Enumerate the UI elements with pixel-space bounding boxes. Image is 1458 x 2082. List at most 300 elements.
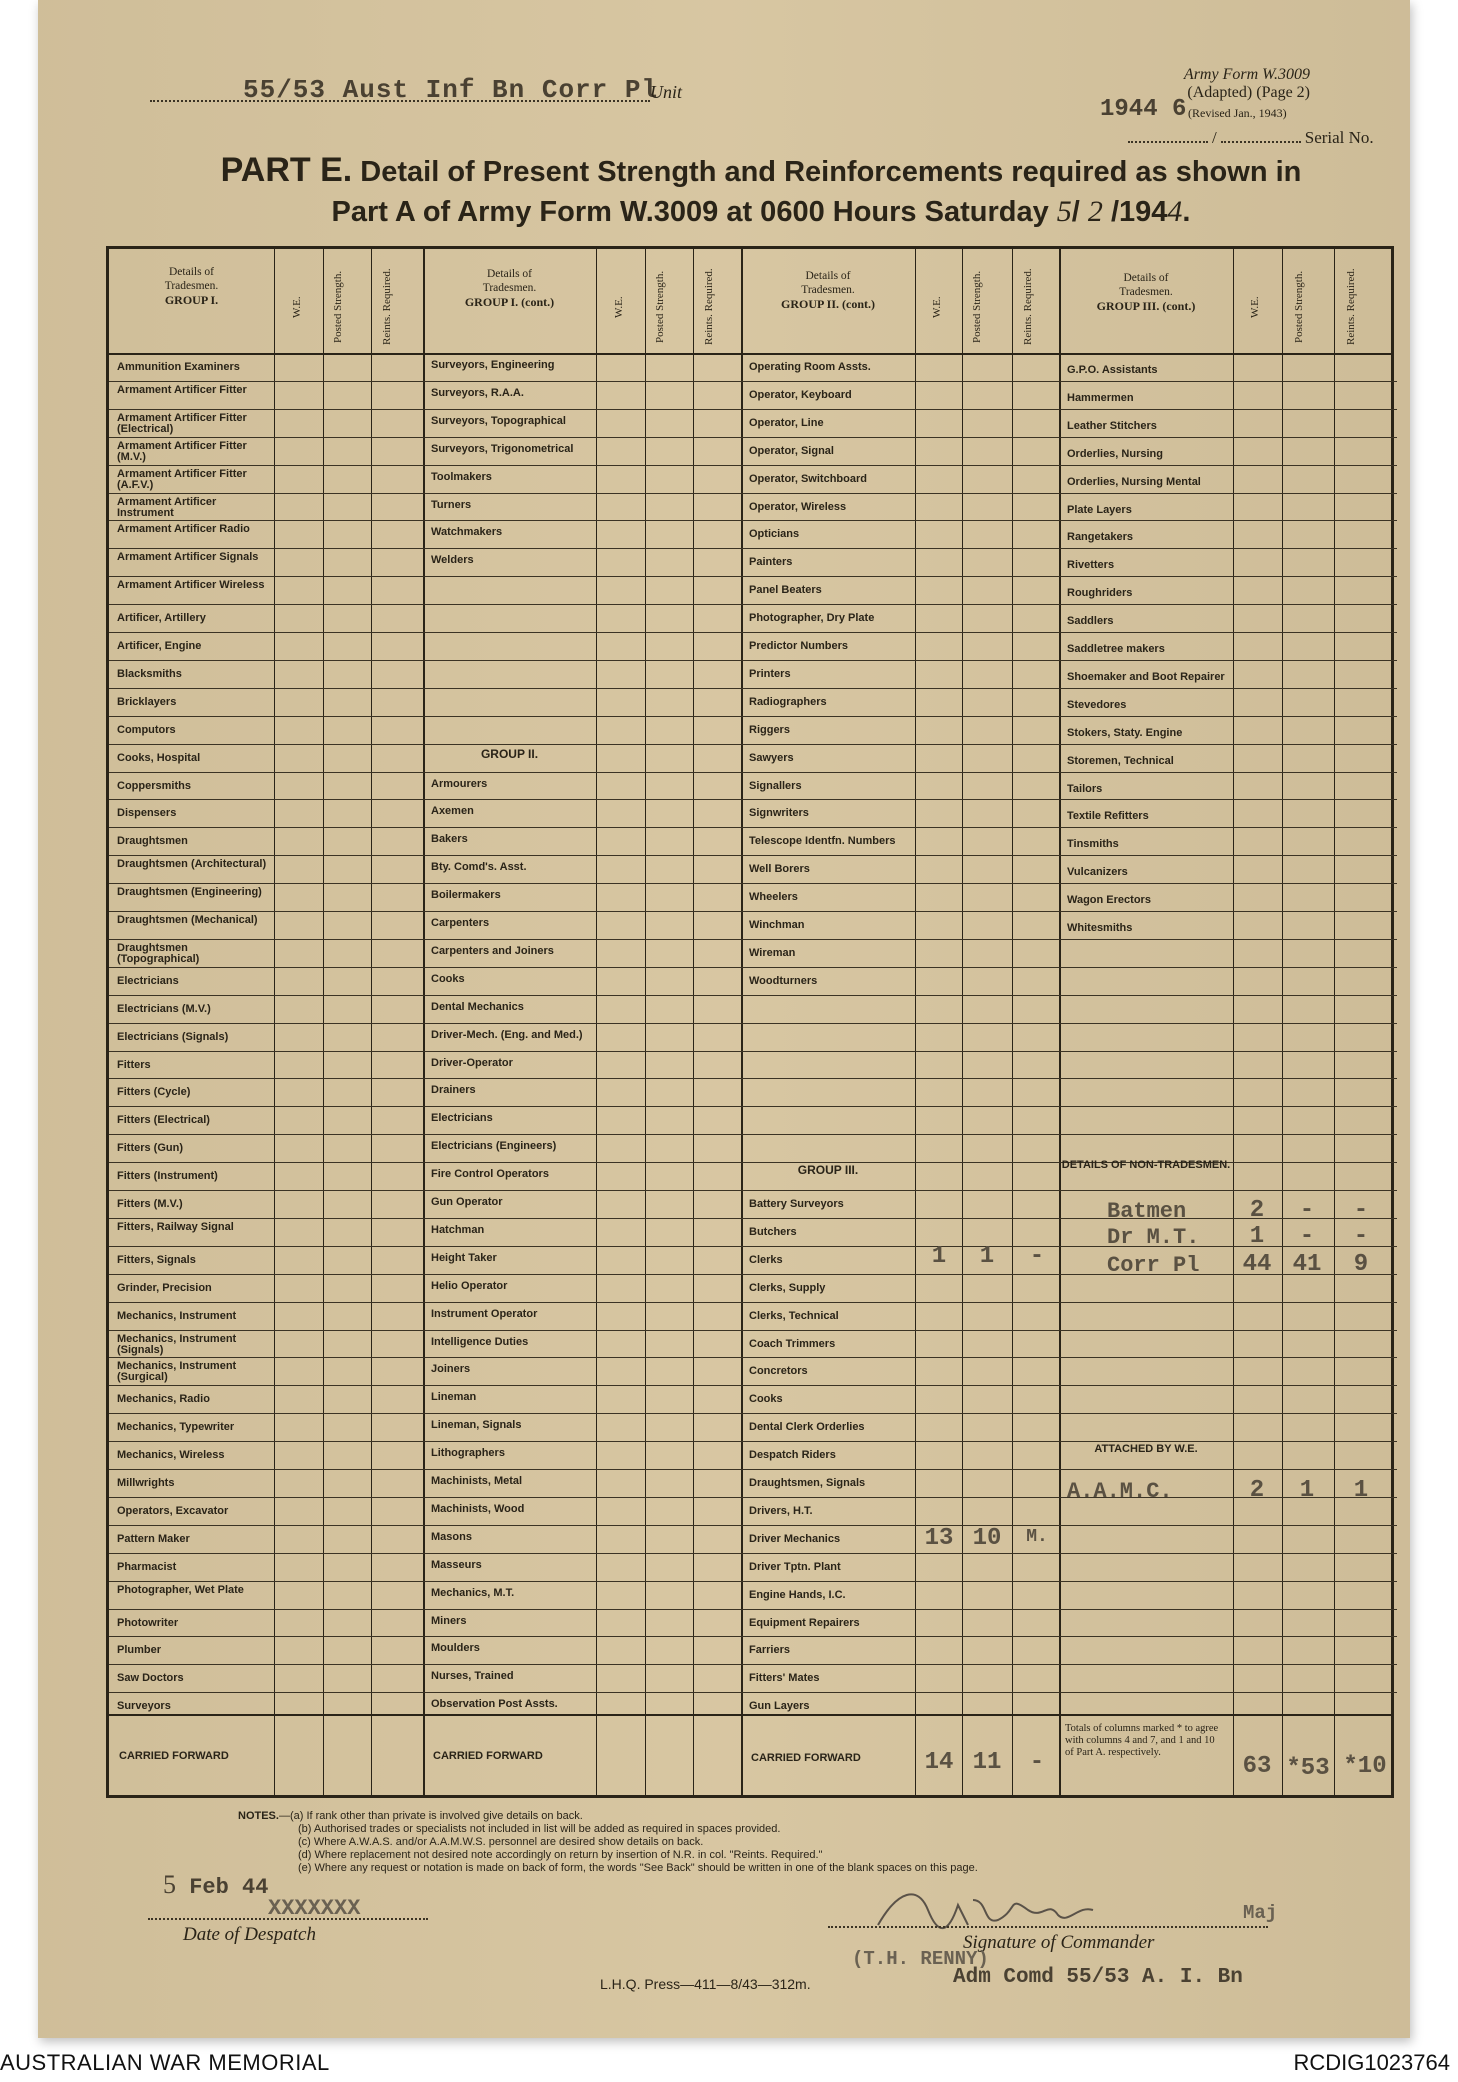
row-line [109, 995, 423, 996]
press-imprint: L.H.Q. Press—411—8/43—312m. [600, 1976, 811, 1992]
title-date-sep1: / [1071, 196, 1080, 228]
trade-row: Fire Control Operators [431, 1168, 549, 1181]
row-line [423, 604, 741, 605]
row-line [109, 465, 423, 466]
row-line [109, 1134, 423, 1135]
trade-row: Hammermen [1067, 391, 1134, 404]
row-line [109, 1023, 423, 1024]
row-line [109, 967, 423, 968]
date-label: Date of Despatch [183, 1924, 316, 1945]
row-line [423, 883, 741, 884]
row-line [109, 1385, 423, 1386]
row-line [741, 604, 1059, 605]
trade-row: Fitters (Electrical) [117, 1114, 210, 1127]
header-reints: Reints. Required. [381, 268, 393, 346]
row-line [1059, 632, 1397, 633]
trade-row: Draughtsmen, Signals [749, 1477, 866, 1489]
row-line [109, 1525, 423, 1526]
trade-row: Ammunition Examiners [117, 361, 240, 373]
trade-row: Equipment Repairers [749, 1616, 860, 1629]
row-line [109, 855, 423, 856]
trade-row: Clerks, Technical [749, 1309, 839, 1322]
date-line [148, 1918, 428, 1920]
title-line1: Detail of Present Strength and Reinforcements required as shown in [360, 156, 1302, 188]
carried-forward-label: CARRIED FORWARD [433, 1750, 543, 1762]
row-line [1059, 911, 1397, 912]
row-line [423, 1023, 741, 1024]
row-line [423, 548, 741, 549]
row-line [741, 1051, 1059, 1052]
nt-row-reints: - [1353, 1223, 1369, 1250]
trade-row: Radiographers [749, 695, 827, 708]
row-line [109, 548, 423, 549]
row-line [741, 1190, 1059, 1191]
despatch-date [163, 1870, 268, 1900]
trade-row: Hatchman [431, 1223, 485, 1236]
row-line [423, 437, 741, 438]
row-line [423, 967, 741, 968]
row-line [109, 632, 423, 633]
row-line [741, 1692, 1059, 1693]
row-line [109, 381, 423, 382]
row-line [1059, 1636, 1397, 1637]
trade-row: Boilermakers [431, 889, 501, 902]
header-group3-cont [1059, 271, 1233, 313]
row-line [109, 1413, 423, 1414]
header-group1-cont [423, 267, 596, 309]
trade-row: Lineman [431, 1391, 477, 1404]
trade-row: Fitters, Railway Signal [117, 1220, 234, 1233]
row-line [1059, 1385, 1397, 1386]
trade-row: Mechanics, Typewriter [117, 1421, 235, 1434]
row-line [423, 1664, 741, 1665]
row-line [423, 744, 741, 745]
row-line [741, 1385, 1059, 1386]
trade-row: Wagon Erectors [1067, 894, 1151, 907]
row-line [109, 1357, 423, 1358]
row-line [1059, 1106, 1397, 1107]
trade-row: Panel Beaters [749, 584, 822, 597]
total-we: 63 [1242, 1753, 1272, 1780]
row-line [1059, 1051, 1397, 1052]
row-line [423, 576, 741, 577]
trade-row: Rangetakers [1067, 531, 1134, 544]
despatch-date-text: Feb 44 [189, 1875, 269, 1900]
trade-row: Mechanics, Radio [117, 1393, 210, 1406]
trade-row: Whitesmiths [1067, 922, 1133, 934]
row-line [1059, 772, 1397, 773]
trade-row: Mechanics, Instrument (Surgical) [117, 1360, 237, 1384]
row-line [1059, 409, 1397, 410]
trade-row: Armament Artificer Signals [117, 551, 259, 564]
trade-row: Sawyers [749, 751, 794, 764]
header-divider [109, 353, 1391, 355]
trade-row: Armament Artificer Fitter (M.V.) [117, 439, 247, 463]
row-line [109, 1162, 423, 1163]
trade-row: Driver Tptn. Plant [749, 1560, 841, 1573]
row-line [741, 1581, 1059, 1582]
attached-row-we: 2 [1249, 1477, 1265, 1504]
trade-row: Concretors [749, 1365, 808, 1378]
row-line [1059, 855, 1397, 856]
trade-row: Carpenters and Joiners [431, 944, 554, 957]
trade-row: Roughriders [1067, 587, 1133, 600]
row-line [741, 576, 1059, 577]
nt-row-we: 44 [1242, 1251, 1272, 1278]
trade-row: Shoemaker and Boot Repairer [1067, 670, 1225, 683]
row-line [1059, 1330, 1397, 1331]
row-line [741, 1636, 1059, 1637]
row-line [1059, 604, 1397, 605]
row-line [1059, 799, 1397, 800]
row-line [423, 1162, 741, 1163]
trade-row: Coppersmiths [117, 779, 191, 792]
row-line [741, 772, 1059, 773]
header-group2-cont [741, 269, 915, 311]
row-line [741, 1274, 1059, 1275]
row-line [109, 772, 423, 773]
row-line [741, 548, 1059, 549]
trade-row: Joiners [431, 1363, 471, 1376]
header-we: W.E. [931, 296, 943, 318]
trade-row: Instrument Operator [431, 1307, 538, 1320]
row-line [109, 827, 423, 828]
row-line [1059, 883, 1397, 884]
trade-row: Battery Surveyors [749, 1198, 844, 1210]
row-line [423, 520, 741, 521]
trade-row: Orderlies, Nursing Mental [1067, 475, 1201, 488]
serial-slash: / [1212, 128, 1217, 147]
trade-row: Welders [431, 554, 474, 567]
trade-row: Stevedores [1067, 698, 1127, 711]
cf-reints: - [1029, 1749, 1045, 1776]
trade-row: Draughtsmen [117, 835, 188, 848]
trade-row: Watchmakers [431, 526, 503, 539]
row-line [423, 827, 741, 828]
row-line [109, 660, 423, 661]
trade-row: Blacksmiths [117, 667, 182, 680]
driver-mechanics-posted: 10 [972, 1525, 1002, 1552]
year-stamp: 1944 6 [1100, 96, 1187, 123]
serial-number [1124, 128, 1374, 148]
form-name: Army Form W.3009 [1183, 66, 1310, 83]
row-line [423, 632, 741, 633]
cf-we: 14 [924, 1749, 954, 1776]
row-line [741, 1441, 1059, 1442]
row-line [1059, 548, 1397, 549]
trade-row: Driver-Mech. (Eng. and Med.) [431, 1028, 583, 1041]
attached-row-name: A.A.M.C. [1067, 1479, 1173, 1504]
trade-row: Helio Operator [431, 1279, 508, 1292]
trade-row: Pharmacist [117, 1560, 177, 1573]
trade-row: Intelligence Duties [431, 1335, 529, 1348]
row-line [423, 855, 741, 856]
nt-row-reints: 9 [1353, 1251, 1369, 1278]
row-line [109, 1609, 423, 1610]
title-date-sep2: /194 [1110, 196, 1168, 228]
clerks-reints: - [1029, 1243, 1045, 1270]
attached-title: ATTACHED BY W.E. [1094, 1443, 1198, 1455]
trade-row: Plate Layers [1067, 503, 1132, 516]
trade-row: Grinder, Precision [117, 1281, 212, 1294]
row-line [1059, 1357, 1397, 1358]
row-line [423, 1190, 741, 1191]
trade-row: Lineman, Signals [431, 1419, 522, 1432]
trade-row: Operator, Signal [749, 444, 834, 457]
trade-row: Farriers [749, 1644, 790, 1657]
trade-row: Signwriters [749, 807, 809, 820]
trade-row: Photowriter [117, 1616, 179, 1629]
trade-row: Mechanics, Instrument (Signals) [117, 1332, 237, 1356]
row-line [741, 1664, 1059, 1665]
trade-row: Dental Clerk Orderlies [749, 1421, 865, 1434]
row-line [423, 1525, 741, 1526]
row-line [423, 939, 741, 940]
strength-table [106, 246, 1394, 1798]
trade-row: Butchers [749, 1225, 797, 1238]
row-line [423, 1441, 741, 1442]
row-line [1059, 716, 1397, 717]
row-line [1059, 660, 1397, 661]
row-line [1059, 939, 1397, 940]
signature-line [828, 1926, 1268, 1928]
trade-row: Photographer, Wet Plate [117, 1583, 244, 1596]
trade-row: Tailors [1067, 782, 1103, 795]
row-line [109, 409, 423, 410]
trade-row: Operators, Excavator [117, 1504, 229, 1517]
row-line [1059, 1469, 1397, 1470]
row-line [741, 493, 1059, 494]
trade-row: Wheelers [749, 891, 798, 904]
row-line [1059, 1190, 1397, 1191]
header-posted: Posted Strength. [654, 270, 666, 344]
trade-row: Dental Mechanics [431, 1000, 524, 1013]
row-line [741, 939, 1059, 940]
row-line [109, 1636, 423, 1637]
trade-row: Well Borers [749, 863, 810, 876]
title-date-year: 4 [1167, 195, 1183, 228]
trade-row: Electricians (M.V.) [117, 1002, 211, 1015]
row-line [1059, 576, 1397, 577]
row-line [109, 1246, 423, 1247]
nt-row-we: 2 [1249, 1197, 1265, 1224]
row-line [1059, 1609, 1397, 1610]
row-line [1059, 967, 1397, 968]
row-line [109, 744, 423, 745]
trade-row: Driver Mechanics [749, 1532, 841, 1545]
row-line [741, 1023, 1059, 1024]
trade-row: Saddletree makers [1067, 643, 1165, 655]
trade-row: Electricians [117, 974, 179, 987]
trade-row: Fitters' Mates [749, 1672, 820, 1685]
trade-row: Masons [431, 1530, 472, 1543]
row-line [741, 1330, 1059, 1331]
row-line [109, 1581, 423, 1582]
row-line [109, 1051, 423, 1052]
header-details: Details of Tradesmen. [801, 270, 855, 296]
trade-row: Surveyors, Engineering [431, 359, 555, 371]
nt-row-posted: - [1299, 1223, 1315, 1250]
row-line [423, 799, 741, 800]
row-line [423, 772, 741, 773]
trade-row: Armament Artificer Fitter [117, 383, 247, 396]
row-line [109, 883, 423, 884]
row-line [423, 493, 741, 494]
carried-forward-label: CARRIED FORWARD [751, 1752, 861, 1764]
header-reints: Reints. Required. [1022, 268, 1034, 346]
trade-row: Fitters (Gun) [117, 1142, 183, 1155]
header-details: Details of Tradesmen. [1119, 272, 1173, 298]
row-line [423, 1302, 741, 1303]
note-line: (b) Authorised trades or specialists not included in list will be added as required in spaces provided. [298, 1823, 781, 1835]
trade-row: Bricklayers [117, 695, 177, 708]
trade-row: Mechanics, Instrument [117, 1309, 237, 1322]
archive-id: RCDIG1023764 [1293, 2050, 1450, 2075]
trade-row: Surveyors, Trigonometrical [431, 442, 574, 455]
typed-role: Adm Comd 55/53 A. I. Bn [953, 1966, 1243, 1989]
trade-row: Height Taker [431, 1251, 497, 1264]
row-line [1059, 520, 1397, 521]
trade-row: Leather Stitchers [1067, 419, 1157, 432]
trade-row: Observation Post Assts. [431, 1698, 558, 1711]
totals-note: Totals of columns marked * to agree with columns 4 and 7, and 1 and 10 of Part A. respectively. [1065, 1723, 1219, 1758]
header-group1 [109, 265, 274, 307]
trade-row: Computors [117, 723, 176, 736]
trade-row: Draughtsmen (Engineering) [117, 886, 262, 899]
row-line [1059, 465, 1397, 466]
row-line [741, 1497, 1059, 1498]
header-posted: Posted Strength. [332, 270, 344, 344]
trade-row: Cooks, Hospital [117, 751, 201, 764]
row-line [741, 1525, 1059, 1526]
row-line [741, 1553, 1059, 1554]
row-line [1059, 1023, 1397, 1024]
row-line [1059, 437, 1397, 438]
row-line [109, 1497, 423, 1498]
clerks-posted: 1 [979, 1243, 995, 1270]
trade-row: Painters [749, 556, 793, 569]
despatch-day: 5 [163, 1870, 176, 1899]
serial-label: Serial No. [1304, 128, 1374, 147]
trade-row: Stokers, Staty. Engine [1067, 726, 1183, 739]
trade-row: Coach Trimmers [749, 1337, 836, 1350]
row-line [741, 1134, 1059, 1135]
row-line [423, 660, 741, 661]
row-line [423, 1246, 741, 1247]
unit-label: Unit [650, 82, 683, 102]
title-date-month: 2 [1087, 195, 1103, 228]
row-line [423, 1357, 741, 1358]
group3-title: GROUP III. [797, 1163, 859, 1177]
attached-row-posted: 1 [1299, 1477, 1315, 1504]
carried-forward-label: CARRIED FORWARD [119, 1750, 229, 1762]
row-line [423, 1385, 741, 1386]
header-we: W.E. [291, 296, 303, 318]
row-line [741, 1357, 1059, 1358]
attached-row-reints: 1 [1353, 1477, 1369, 1504]
trade-row: Mechanics, M.T. [431, 1586, 515, 1599]
row-line [423, 995, 741, 996]
row-line [1059, 381, 1397, 382]
row-line [423, 716, 741, 717]
trade-row: Masseurs [431, 1558, 482, 1571]
row-line [741, 1106, 1059, 1107]
trade-row: Clerks, Supply [749, 1281, 826, 1294]
nt-row-reints: - [1353, 1197, 1369, 1224]
title-part: PART E. [220, 151, 353, 189]
trade-row: Textile Refitters [1067, 810, 1149, 823]
note-line: —(a) If rank other than private is involved give details on back. [278, 1810, 583, 1822]
row-line [109, 1106, 423, 1107]
row-line [1059, 493, 1397, 494]
notes [238, 1810, 978, 1875]
row-line [741, 744, 1059, 745]
row-line [109, 1302, 423, 1303]
row-line [1059, 995, 1397, 996]
row-line [109, 604, 423, 605]
trade-row: Rivetters [1067, 559, 1115, 572]
archive-caption: AUSTRALIAN WAR MEMORIAL [0, 2050, 330, 2075]
row-line [423, 409, 741, 410]
trade-row: Miners [431, 1614, 467, 1627]
row-line [423, 1330, 741, 1331]
header-group-label: GROUP II. (cont.) [781, 297, 875, 311]
row-line [741, 409, 1059, 410]
trade-row: Surveyors, R.A.A. [431, 386, 524, 399]
trade-row: Fitters (Cycle) [117, 1086, 191, 1099]
row-line [741, 967, 1059, 968]
form-paper [38, 0, 1410, 2038]
trade-row: Machinists, Metal [431, 1475, 523, 1487]
row-line [741, 827, 1059, 828]
row-line [741, 437, 1059, 438]
row-line [109, 1553, 423, 1554]
trade-row: Gun Layers [749, 1700, 810, 1713]
row-line [423, 1469, 741, 1470]
row-line [741, 911, 1059, 912]
trade-row: Wireman [749, 946, 796, 959]
row-line [423, 1078, 741, 1079]
trade-row: Storemen, Technical [1067, 754, 1174, 767]
row-line [1059, 1302, 1397, 1303]
trade-row: Turners [431, 498, 472, 511]
row-line [1059, 1078, 1397, 1079]
header-details: Details of Tradesmen. [482, 268, 537, 294]
row-line [741, 799, 1059, 800]
row-line [109, 1692, 423, 1693]
row-line [109, 1330, 423, 1331]
row-line [109, 437, 423, 438]
trade-row: Mechanics, Wireless [117, 1449, 225, 1462]
row-line [423, 381, 741, 382]
trade-row: Fitters (M.V.) [117, 1198, 183, 1210]
trade-row: Winchman [749, 919, 805, 931]
row-line [423, 1106, 741, 1107]
row-line [109, 799, 423, 800]
note-line: (c) Where A.W.A.S. and/or A.A.M.W.S. personnel are desired show details on back. [298, 1836, 704, 1848]
header-details: Details of Tradesmen. [164, 266, 219, 292]
trade-row: Riggers [749, 723, 790, 736]
row-line [741, 1218, 1059, 1219]
row-line [741, 660, 1059, 661]
trade-row: Armament Artificer Fitter (A.F.V.) [117, 467, 247, 491]
trade-row: Dispensers [117, 807, 177, 820]
row-line [741, 1302, 1059, 1303]
row-line [741, 1246, 1059, 1247]
row-line [109, 716, 423, 717]
form-revised: (Revised Jan., 1943) [1188, 106, 1287, 120]
row-line [423, 1497, 741, 1498]
